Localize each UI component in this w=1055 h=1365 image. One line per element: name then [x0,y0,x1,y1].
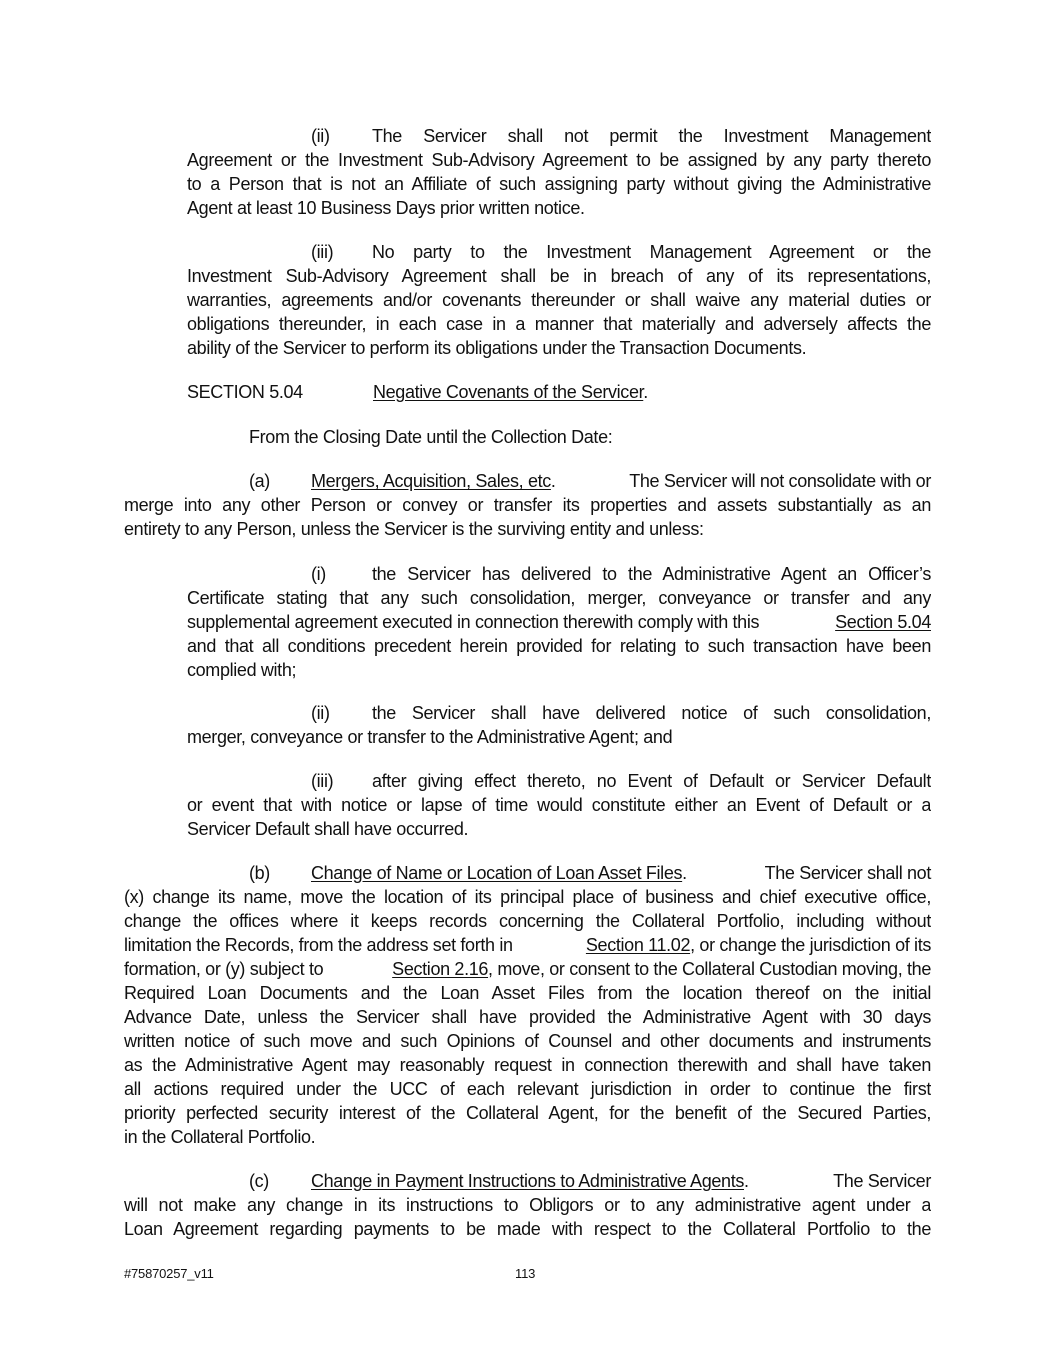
paragraph-line: priority perfected security interest of the Collateral Agent, for the benefit of the Secured Parties, [124,1103,931,1123]
subsection-heading: Change in Payment Instructions to Administrative Agents [311,1171,744,1191]
paragraph-line: in the Collateral Portfolio. [124,1127,316,1147]
paragraph-line: Servicer Default shall have occurred. [187,819,469,839]
section-title-text: Negative Covenants of the Servicer [373,382,644,402]
intro-text: From the Closing Date until the Collection Date: [249,427,613,447]
list-label: (iii) [311,242,334,262]
paragraph-line: or event that with notice or lapse of time would constitute either an Event of Default or a [187,795,931,815]
heading-period: . [744,1171,749,1191]
paragraph-line: Agreement or the Investment Sub-Advisory Agreement to be assigned by any party thereto [187,150,931,170]
list-label: (i) [311,564,326,584]
paragraph-line: written notice of such move and such Opinions of Counsel and other documents and instruments [124,1031,931,1051]
section-title [373,380,648,404]
paragraph-line: ability of the Servicer to perform its obligations under the Transaction Documents. [187,338,807,358]
list-label: (c) [249,1171,269,1191]
section-reference-link[interactable]: Section 11.02 [585,935,691,955]
paragraph-line: Certificate stating that any such consolidation, merger, conveyance or transfer and any [187,588,931,608]
paragraph-line: as the Administrative Agent may reasonably request in connection therewith and shall have taken [124,1055,931,1075]
paragraph-text: supplemental agreement executed in connection therewith comply with this [187,612,760,632]
paragraph-line: Agent at least 10 Business Days prior written notice. [187,198,585,218]
list-label: (ii) [311,703,330,723]
paragraph-line: Required Loan Documents and the Loan Asset Files from the location thereof on the initial [124,983,931,1003]
paragraph-line: change the offices where it keeps records concerning the Collateral Portfolio, including without [124,911,931,931]
paragraph-text: The Servicer [833,1171,931,1191]
paragraph-line: and that all conditions precedent herein provided for relating to such transaction have been [187,636,931,656]
paragraph-line: all actions required under the UCC of each relevant jurisdiction in order to continue the first [124,1079,931,1099]
list-label: (iii) [311,771,334,791]
section-number: SECTION 5.04 [187,382,303,402]
section-reference-link[interactable]: Section 2.16 [392,959,489,979]
paragraph-line: entirety to any Person, unless the Servicer is the surviving entity and unless: [124,519,704,539]
paragraph-first-line [311,469,931,493]
paragraph-text: The Servicer will not consolidate with or [629,471,931,491]
paragraph-text: , or change the jurisdiction of its [690,935,931,955]
document-id: #75870257_v11 [124,1266,214,1281]
paragraph-text: limitation the Records, from the address set forth in [124,935,513,955]
paragraph-first-line [311,1169,931,1193]
heading-period: . [550,471,556,491]
paragraph-line: Investment Sub-Advisory Agreement shall be in breach of any of its representations, [187,266,931,286]
paragraph-line: Loan Agreement regarding payments to be made with respect to the Collateral Portfolio to the [124,1219,931,1239]
paragraph-line: merge into any other Person or convey or transfer its properties and assets substantially as an [124,495,931,515]
section-title-period: . [643,382,648,402]
heading-period: . [682,863,687,883]
paragraph-line: complied with; [187,660,297,680]
list-label: (a) [249,471,270,491]
paragraph-line: obligations thereunder, in each case in a manner that materially and adversely affects the [187,314,931,334]
paragraph-line: (x) change its name, move the location of its principal place of business and chief executive office, [124,887,931,907]
list-label: (b) [249,863,270,883]
subsection-heading: Change of Name or Location of Loan Asset Files [311,863,683,883]
paragraph-line [124,957,931,981]
paragraph-line: The Servicer shall not permit the Investment Management [372,126,931,146]
paragraph-line: will not make any change in its instructions to Obligors or to any administrative agent under a [124,1195,931,1215]
paragraph-line: warranties, agreements and/or covenants thereunder or shall waive any material duties or [187,290,931,310]
paragraph-line: to a Person that is not an Affiliate of such assigning party without giving the Administrative [187,174,931,194]
paragraph-line: after giving effect thereto, no Event of Default or Servicer Default [372,771,931,791]
paragraph-line: the Servicer has delivered to the Administrative Agent an Officer’s [372,564,931,584]
paragraph-first-line [311,861,931,885]
paragraph-text: , move, or consent to the Collateral Custodian moving, the [488,959,931,979]
list-label: (ii) [311,126,330,146]
paragraph-line: the Servicer shall have delivered notice of such consolidation, [372,703,931,723]
paragraph-text: formation, or (y) subject to [124,959,324,979]
page-number: 113 [515,1266,536,1281]
paragraph-line [124,933,931,957]
subsection-heading: Mergers, Acquisition, Sales, etc [311,471,551,491]
paragraph-line: Advance Date, unless the Servicer shall have provided the Administrative Agent with 30 days [124,1007,931,1027]
paragraph-text: The Servicer shall not [764,863,931,883]
paragraph-line: No party to the Investment Management Agreement or the [372,242,931,262]
paragraph-line: merger, conveyance or transfer to the Administrative Agent; and [187,727,673,747]
section-reference-link[interactable]: Section 5.04 [835,612,931,632]
paragraph-line [187,610,931,634]
